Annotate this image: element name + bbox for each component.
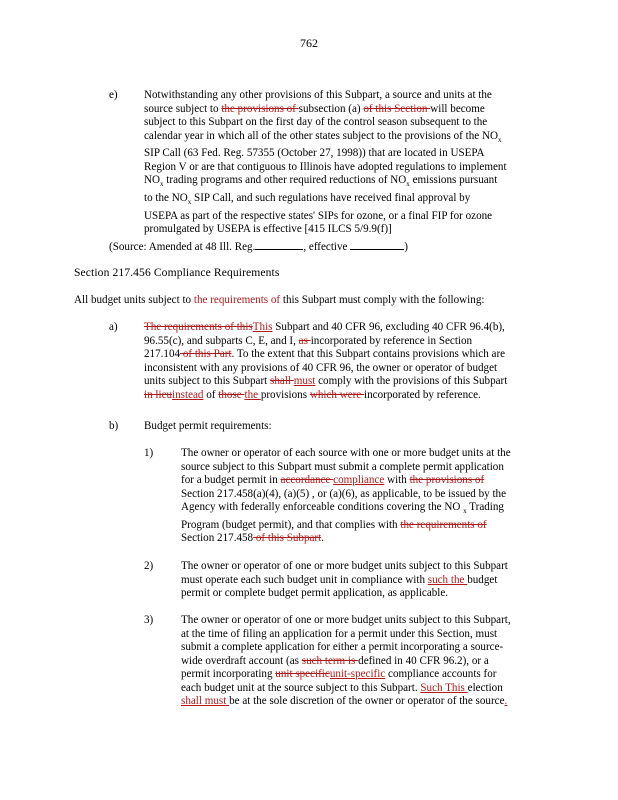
subsection-a-label: a) (109, 321, 118, 333)
item-1-text: The owner or operator of each source with one or more budget units at the source subject to this Subpart must submit a complete permit application for a budget permit in accordance compliance with the provisions of Section 217.458(a)(4), (a)(5) , or (a)(6), as applicable, to be issued by the Agency with federally enforceable conditions covering the NO $_x$ Trading Program (budget permit), and that complies with the requirements of Section 217.458 of this Subpart. (181, 447, 511, 545)
section-heading: Section 217.456 Compliance Requirements (74, 266, 280, 279)
deleted-text: The requirements of this (144, 321, 253, 333)
intro-text: All budget units subject to the requirements of this Subpart must comply with the following: (74, 294, 485, 306)
subsection-b-label: b) (109, 420, 119, 432)
deleted-text: the provisions of (221, 102, 299, 115)
deleted-text: the requirements of (400, 518, 487, 531)
deleted-text: of this Section (363, 102, 431, 115)
inserted-text: must (293, 375, 316, 387)
subsection-e-label: e) (109, 89, 118, 101)
inserted-text: . (504, 695, 508, 707)
inserted-text: the requirements of (193, 294, 281, 306)
text-line: Notwithstanding any other provisions of this Subpart, a source and units at the (144, 89, 492, 101)
deleted-text: of this Subpart (253, 532, 322, 545)
deleted-text: as (298, 334, 311, 347)
subsection-b-title: Budget permit requirements: (144, 420, 272, 432)
deleted-text: those (218, 388, 245, 401)
source-note: (Source: Amended at 48 Ill. Reg. , effective ) (109, 241, 408, 253)
item-3-label: 3) (144, 614, 154, 626)
subsection-e-text: Notwithstanding any other provisions of this Subpart, a source and units at the source subject to the provisions of subsection (a) of this Section will become subject to this Subpart on the first day of the control season subsequent to the calendar year in which all of the other states subject to the provisions of the $NO_x$ SIP Call (63 Fed. Reg. 57355 (October 27, 1998)) that are located in USEPA Region V or are that contiguous to Illinois have adopted regulations to implement $NO_x$ trading programs and other required reductions of $NO_x$ emissions pursuant to the $NO_x$ SIP Call, and such regulations have received final approval by USEPA as part of the respective states' SIPs for ozone, or a final FIP for ozone promulgated by USEPA is effective [415 ILCS 5/9.9(f)] (144, 89, 529, 237)
subsection-a-text: The requirements of thisThis Subpart and 40 CFR 96, excluding 40 CFR 96.4(b), 96.55(c), and subparts C, E, and I, as incorporated by reference in Section 217.104 of this Part. To the extent that this Subpart contains provisions which are inconsistent with any provisions of 40 CFR 96, the owner or operator of budget units subject to this Subpart shall must comply with the provisions of this Subpart in lieuinstead of those the provisions which were incorporated by reference. (144, 321, 508, 401)
inserted-text: instead (172, 388, 204, 401)
inserted-text: the (244, 388, 261, 401)
page-number: 762 (300, 36, 318, 50)
inserted-text: shall (181, 695, 205, 707)
deleted-text: which were (309, 388, 365, 401)
inserted-text: must (204, 695, 230, 707)
deleted-text: accordance (280, 474, 334, 486)
inserted-text: Such This (420, 681, 468, 694)
deleted-text: shall (270, 375, 294, 387)
blank-line (255, 239, 303, 250)
deleted-text: such term is (301, 654, 359, 667)
deleted-text: unit specific (275, 668, 330, 680)
deleted-text: the provisions of (409, 474, 485, 486)
blank-line (350, 239, 404, 250)
item-3-text: The owner or operator of one or more budget units subject to this Subpart, at the time of filing an application for a permit under this Section, must submit a complete application for either a permit incorporating a source- wide overdraft account (as such term is defined in 40 CFR 96.2), or a permit incorporating unit specificunit-specific compliance accounts for each budget unit at the source subject to this Subpart. Such This election shall must be at the sole discretion of the owner or operator of the source. (181, 614, 511, 707)
deleted-text: of this Part (180, 348, 232, 360)
deleted-text: in lieu (144, 388, 173, 401)
item-2-text: The owner or operator of one or more budget units subject to this Subpart must operate each such budget unit in compliance with such the budget permit or complete budget permit application, as applicable. (181, 560, 508, 599)
inserted-text: unit-specific (329, 668, 386, 680)
inserted-text: such the (427, 573, 468, 586)
inserted-text: compliance (333, 474, 385, 486)
item-1-label: 1) (144, 447, 154, 459)
item-2-label: 2) (144, 560, 154, 572)
inserted-text: This (252, 321, 273, 333)
